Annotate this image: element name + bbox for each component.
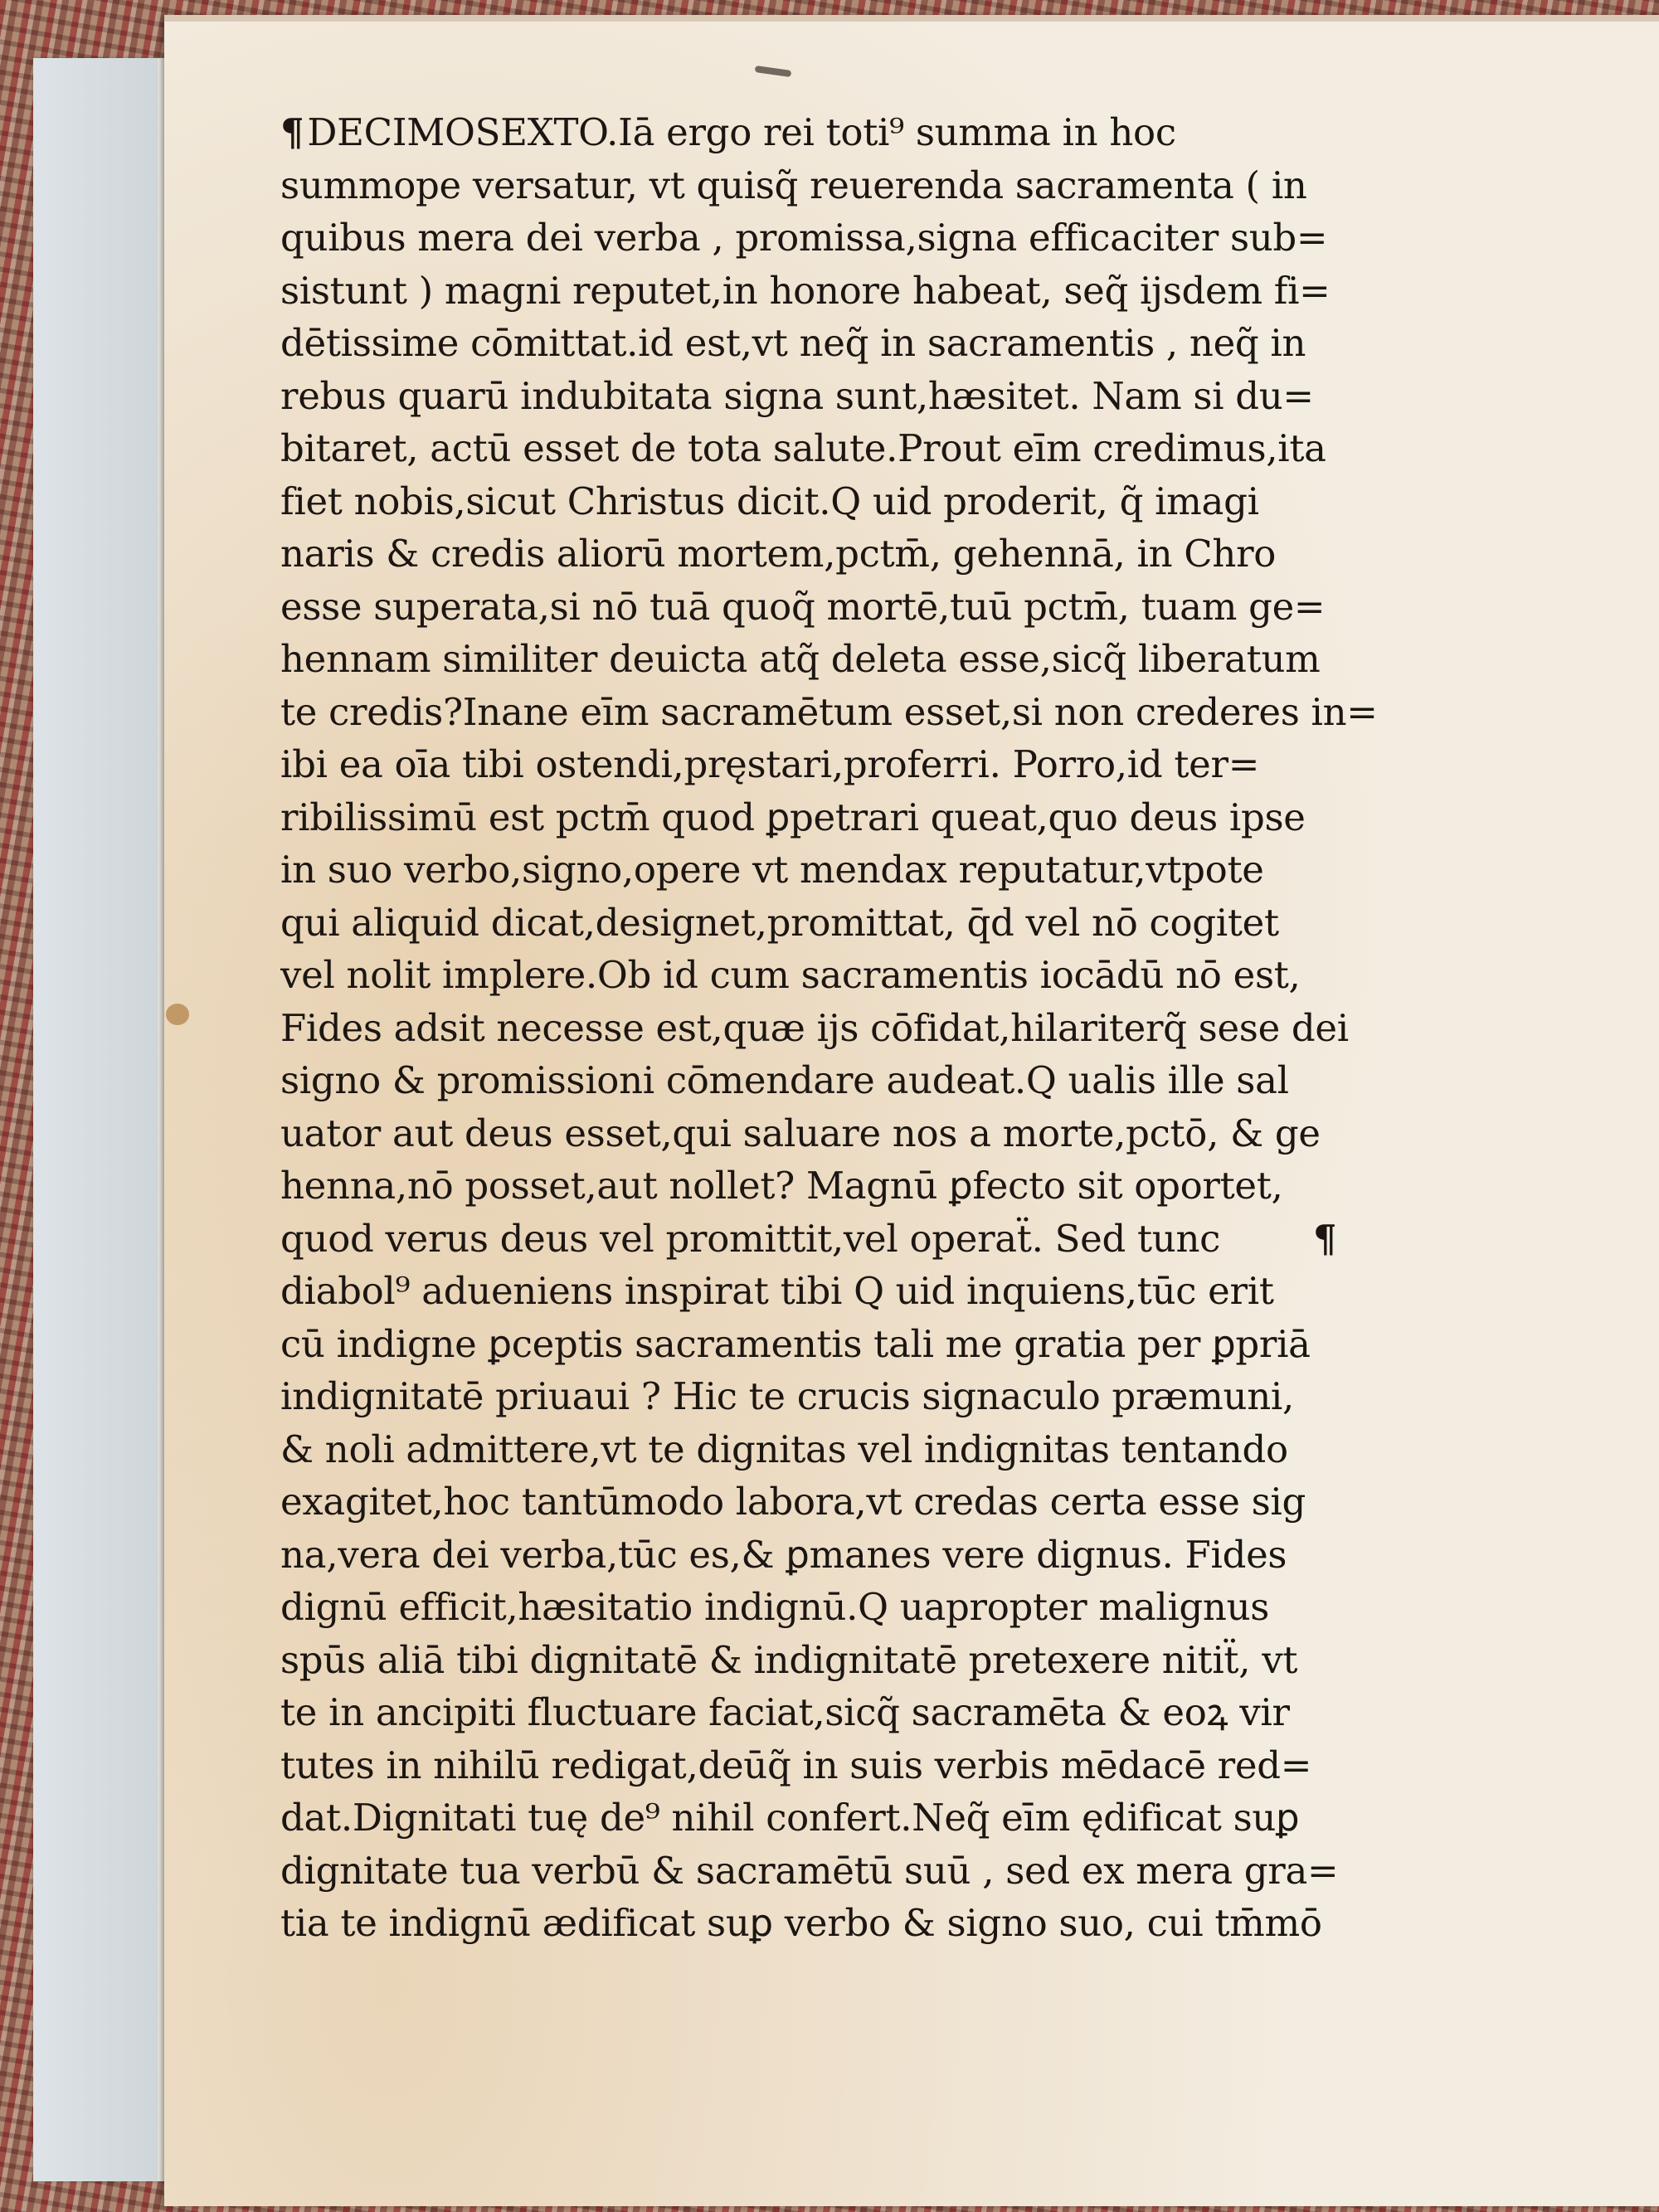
- text-line-7: bitaret, actū esset de tota salute.Prout eīm credimus,ita: [280, 426, 1326, 470]
- text-line-31: te in ancipiti fluctuare faciat,sicq̃ sacramēta & eoꝝ vir: [280, 1690, 1290, 1734]
- text-line-19: signo & promissioni cōmendare audeat.Q ualis ille sal: [280, 1058, 1289, 1102]
- text-line-11: hennam similiter deuicta atq̃ deleta esse,sicq̃ liberatum: [280, 637, 1321, 681]
- text-line-28: na,vera dei verba,tūc es,& ꝑmanes vere dignus. Fides: [280, 1532, 1287, 1577]
- text-line-5: dētissime cōmittat.id est,vt neq̃ in sacramentis , neq̃ in: [280, 321, 1306, 365]
- text-line-33: dat.Dignitati tuę de⁹ nihil confert.Neq̃ eīm ędificat suꝑ: [280, 1796, 1300, 1840]
- text-line-12: te credis?Inane eīm sacramētum esset,si non crederes in=: [280, 689, 1378, 734]
- line-text: DECIMOSEXTO.Iā ergo rei toti⁹ summa in hoc: [307, 110, 1176, 154]
- text-line-1: [280, 106, 1574, 159]
- text-line-24: cū indigne ꝑceptis sacramentis tali me gratia per ꝑpriā: [280, 1321, 1311, 1366]
- page-stain: [166, 1004, 189, 1025]
- text-line-26: & noli admittere,vt te dignitas vel indignitas tentando: [280, 1427, 1288, 1471]
- text-line-34: dignitate tua verbū & sacramētū suū , sed ex mera gra=: [280, 1848, 1339, 1893]
- pilcrow-icon: ¶: [280, 110, 304, 154]
- text-line-17: vel nolit implere.Ob id cum sacramentis iocādū nō est,: [280, 953, 1301, 997]
- text-line-13: ibi ea oīa tibi ostendi,pręstari,proferri. Porro,id ter=: [280, 742, 1260, 786]
- line-text: quod verus deus vel promittit,vel operaẗ. Sed tunc: [280, 1216, 1221, 1261]
- text-line-14: ribilissimū est pctm̄ quod ꝑpetrari queat,quo deus ipse: [280, 795, 1306, 839]
- text-line-22: [280, 1213, 1574, 1266]
- text-line-29: dignū efficit,hæsitatio indignū.Q uapropter malignus: [280, 1585, 1270, 1629]
- text-line-23: diabol⁹ adueniens inspirat tibi Q uid inquiens,tūc erit: [280, 1269, 1274, 1313]
- text-line-15: in suo verbo,signo,opere vt mendax reputatur,vtpote: [280, 848, 1264, 892]
- pilcrow-icon: ¶: [1313, 1216, 1337, 1261]
- text-line-2: summope versatur, vt quisq̃ reuerenda sacramenta ( in: [280, 163, 1307, 207]
- page-top-edge: [164, 15, 1659, 22]
- text-line-10: esse superata,si nō tuā quoq̃ mortē,tuū pctm̄, tuam ge=: [280, 584, 1326, 629]
- text-line-16: qui aliquid dicat,designet,promittat, q̄d vel nō cogitet: [280, 900, 1279, 945]
- text-line-8: fiet nobis,sicut Christus dicit.Q uid proderit, q̃ imagi: [280, 479, 1259, 523]
- blank-leaf-edge: [33, 58, 158, 2181]
- text-line-18: Fides adsit necesse est,quæ ijs cōfidat,hilariterq̃ sese dei: [280, 1005, 1349, 1050]
- text-line-3: quibus mera dei verba , promissa,signa efficaciter sub=: [280, 216, 1328, 260]
- text-line-32: tutes in nihilū redigat,deūq̃ in suis verbis mēdacē red=: [280, 1743, 1312, 1787]
- text-line-4: sistunt ) magni reputet,in honore habeat, seq̃ ijsdem fi=: [280, 268, 1331, 313]
- text-line-25: indignitatē priuaui ? Hic te crucis signaculo præmuni,: [280, 1374, 1294, 1418]
- text-column: [280, 106, 1574, 1950]
- text-line-21: henna,nō posset,aut nollet? Magnū ꝑfecto sit oportet,: [280, 1164, 1283, 1208]
- text-line-9: naris & credis aliorū mortem,pctm̄, gehennā, in Chro: [280, 532, 1277, 576]
- text-line-35: tia te indignū ædificat suꝑ verbo & signo suo, cui tm̄mō: [280, 1901, 1322, 1945]
- text-line-27: exagitet,hoc tantūmodo labora,vt credas certa esse sig: [280, 1480, 1306, 1524]
- text-line-30: spūs aliā tibi dignitatē & indignitatē pretexere nitiẗ, vt: [280, 1637, 1298, 1682]
- text-line-20: uator aut deus esset,qui saluare nos a morte,pctō, & ge: [280, 1111, 1321, 1155]
- text-line-6: rebus quarū indubitata signa sunt,hæsitet. Nam si du=: [280, 373, 1314, 418]
